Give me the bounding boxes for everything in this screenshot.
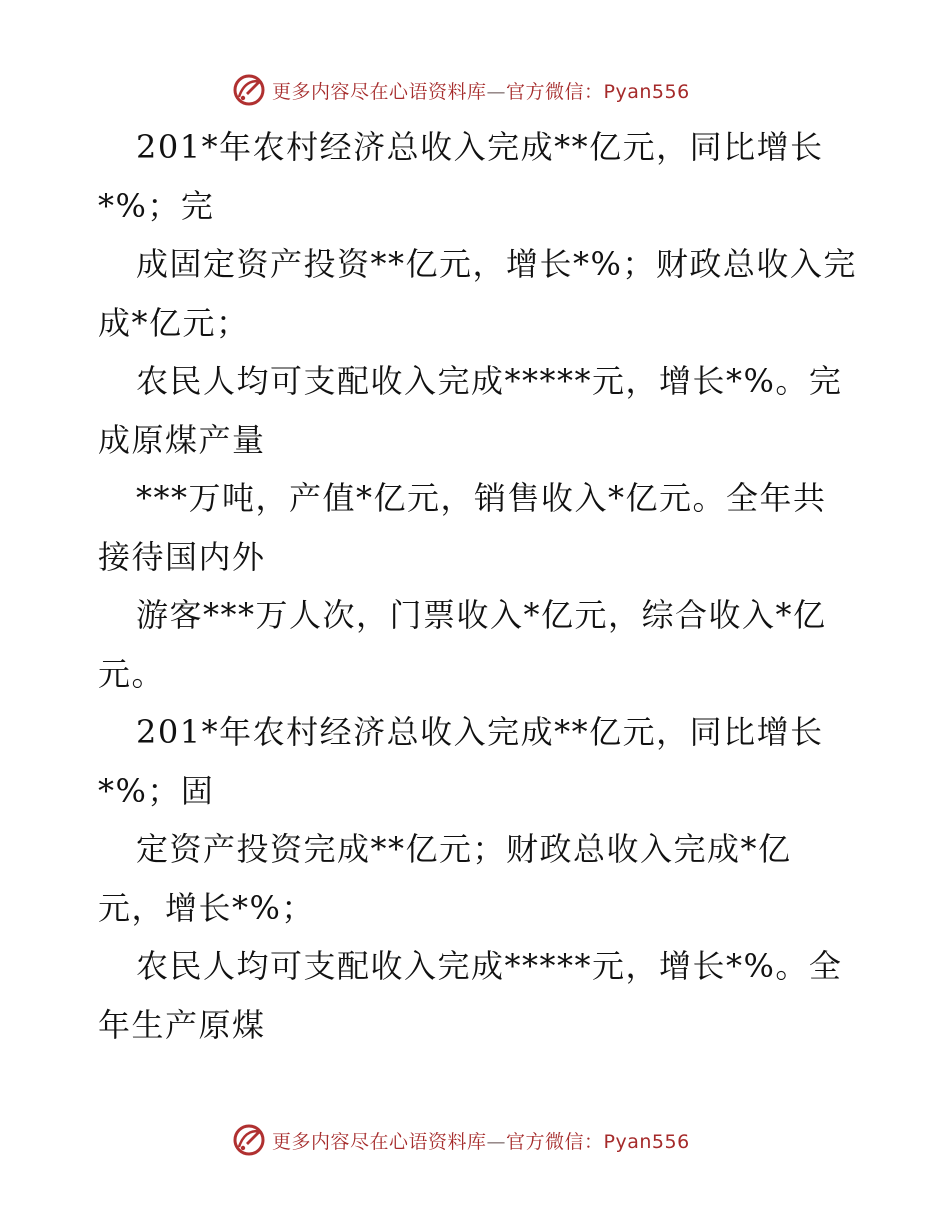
wechat-contact: 官方微信：Pyan556: [506, 80, 690, 103]
site-name: 更多内容尽在心语资料库: [272, 1130, 487, 1153]
footer-banner: [232, 1122, 690, 1158]
header-banner: [232, 72, 690, 108]
paragraph-3: 农民人均可支配收入完成*****元，增长*%。完成原煤产量: [98, 362, 843, 459]
document-body: [98, 118, 858, 1054]
paragraph-7: 定资产投资完成**亿元；财政总收入完成*亿元，增长*%；: [98, 830, 792, 927]
logo-icon: [232, 1123, 266, 1157]
paragraph-5: 游客***万人次，门票收入*亿元，综合收入*亿元。: [98, 596, 827, 693]
paragraph-2: 成固定资产投资**亿元，增长*%；财政总收入完成*亿元；: [98, 245, 857, 342]
site-name: 更多内容尽在心语资料库: [272, 80, 487, 103]
paragraph-4: ***万吨，产值*亿元，销售收入*亿元。全年共接待国内外: [98, 479, 827, 576]
banner-separator: —: [486, 1130, 507, 1153]
logo-icon: [232, 73, 266, 107]
wechat-contact: 官方微信：Pyan556: [506, 1130, 690, 1153]
banner-separator: —: [486, 80, 507, 103]
paragraph-8: 农民人均可支配收入完成*****元，增长*%。全年生产原煤: [98, 947, 843, 1044]
paragraph-1: 201*年农村经济总收入完成**亿元，同比增长*%；完: [98, 128, 824, 225]
banner-text: [272, 77, 690, 104]
paragraph-6: 201*年农村经济总收入完成**亿元，同比增长*%；固: [98, 713, 824, 810]
banner-text: [272, 1127, 690, 1154]
